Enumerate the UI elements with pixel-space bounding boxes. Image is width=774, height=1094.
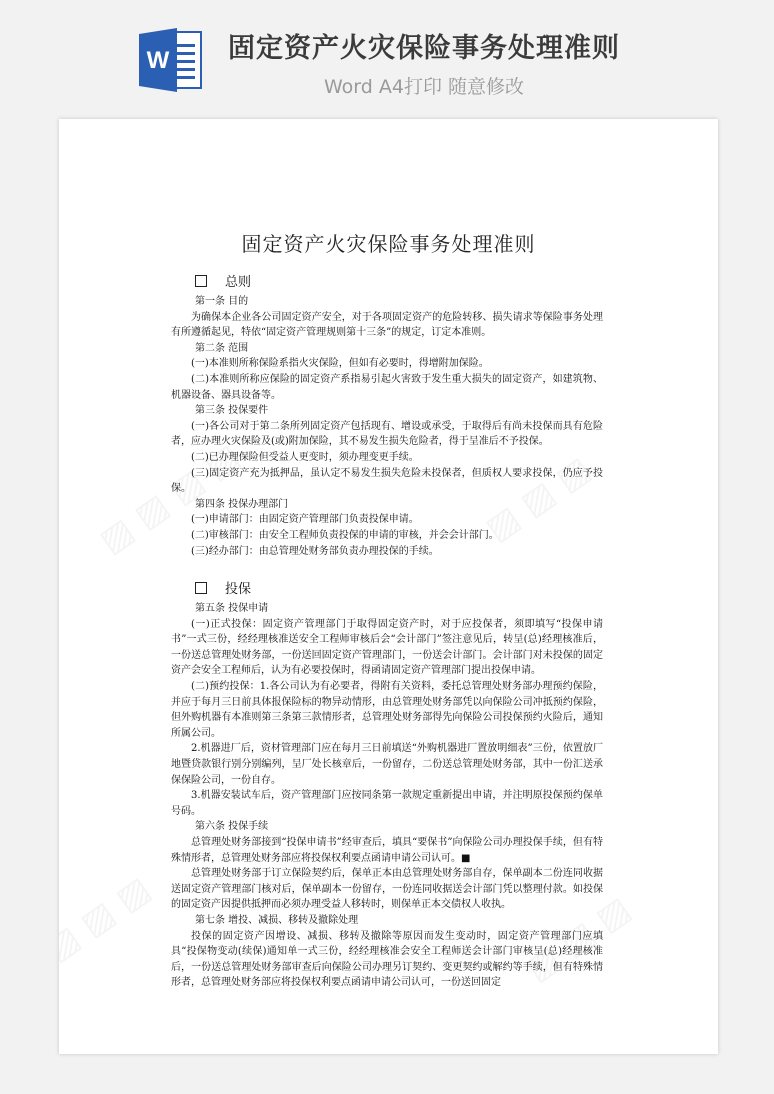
- paragraph: 为确保本企业各公司固定资产安全，对于各项固定资产的危险转移、损失请求等保险事务处理有所遵循起见，特依“固定资产管理规则第十三条”的规定，订定本准则。: [171, 311, 603, 339]
- paragraph: 2.机器进厂后，资材管理部门应在每月三日前填送“外购机器进厂置放明细表”三份，依置放厂地暨贷款银行别分别编列，呈厂处长核章后，一份留存，二份送总管理处财务部，其中一份汇送承保保险公司，一份自存。: [171, 743, 603, 786]
- paragraph: (二)审核部门：由安全工程师负责投保的申请的审核，并会会计部门。: [191, 529, 499, 541]
- word-app-icon: [135, 24, 207, 96]
- article-heading: 第六条 投保手续: [195, 821, 269, 833]
- article-heading: 第一条 目的: [195, 296, 249, 307]
- paragraph: (二)已办理保险但受益人更变时，须办理变更手续。: [191, 451, 419, 463]
- banner-header: [0, 0, 774, 110]
- document-page: [59, 119, 718, 1054]
- banner-title: 固定资产火灾保险事务处理准则: [228, 33, 620, 64]
- paragraph: 3.机器安装试车后，资产管理部门应按同条第一款规定重新提出申请，并注明原投保预约保单号码。: [171, 790, 603, 817]
- section-heading-text: 投保: [225, 582, 252, 598]
- article-heading: 第三条 投保要件: [195, 405, 269, 417]
- watermark: [59, 869, 158, 969]
- document-title: 固定资产火灾保险事务处理准则: [241, 232, 536, 256]
- checkbox-square-icon: [195, 275, 207, 287]
- document-body: [171, 274, 603, 991]
- article-heading: 第四条 投保办理部门: [195, 498, 289, 510]
- banner-subtitle: Word A4打印 随意修改: [324, 76, 525, 98]
- paragraph: (一)本准则所称保险系指火灾保险，但如有必要时，得增附加保险。: [191, 358, 489, 370]
- paragraph: 总管理处财务部于订立保险契约后，保单正本由总管理处财务部自存，保单副本二份连同收据送固定资产管理部门核对后，保单副本一份留存，一份连同收据送会计部门凭以整理付款。如投保的固定资产因提供抵押而必须办理受益人移转时，则保单正本交债权人收执。: [171, 868, 603, 911]
- section-heading-text: 总则: [225, 275, 252, 290]
- paragraph: (三)固定资产充为抵押品，虽认定不易发生损失危险未投保者，但质权人要求投保，仍应予投保。: [171, 467, 603, 495]
- paragraph: (三)经办部门：由总管理处财务部负责办理投保的手续。: [191, 545, 439, 557]
- paragraph: (二)本准则所称应保险的固定资产系指易引起火害致于发生重大损失的固定资产，如建筑物、机器设备、器具设备等。: [171, 373, 603, 401]
- paragraph: (一)正式投保：固定资产管理部门于取得固定资产时，对于应投保者，须即填写“投保申请书”一式三份，经经理核准送安全工程师审核后会“会计部门”签注意见后，转呈(总)经理核准后，一份送总管理处财务部，一份送回固定资产管理部门，一份送会计部门。会计部门对未投保的固定资产会安全工程师后，认为有必要投保时，得函请固定资产管理部门提出投保申请。: [171, 618, 603, 677]
- paragraph: (一)各公司对于第二条所列固定资产包括现有、增设或承受，于取得后有尚未投保而具有危险者，应办理火灾保险及(或)附加保险，其不易发生损失危险者，得于呈准后不予投保。: [171, 420, 603, 448]
- article-heading: 第五条 投保申请: [195, 603, 269, 615]
- paragraph: (一)申请部门：由固定资产管理部门负责投保申请。: [191, 514, 419, 526]
- section-gap: [171, 559, 603, 581]
- checkbox-square-icon: [195, 582, 207, 594]
- section-heading: [171, 581, 603, 599]
- article-heading: 第七条 增投、减损、移转及撤除处理: [195, 914, 359, 926]
- section-heading: [171, 274, 603, 292]
- word-logo-letter: W: [146, 47, 170, 74]
- paragraph: 投保的固定资产因增设、减损、移转及撤除等原因而发生变动时，固定资产管理部门应填具“投保物变动(续保)通知单一式三份，经经理核准会安全工程师送会计部门审核呈(总)经理核准后，一份送总管理处财务部审查后向保险公司办理另订契约、变更契约或解约等手续，但有特殊情形者，总管理处财务部应将投保权利要点函请申请公司认可，一份送回固定: [171, 930, 603, 989]
- article-heading: 第二条 范围: [195, 342, 249, 354]
- paragraph: 总管理处财务部接到“投保申请书”经审查后，填具“要保书”向保险公司办理投保手续，但有特殊情形者，总管理处财务部应将投保权利要点函请申请公司认可。■: [171, 837, 603, 864]
- paragraph: (二)预约投保：1.各公司认为有必要者，得附有关资料，委托总管理处财务部办理预约保险，并应于每月三日前具体报保险标的物异动情形，由总管理处财务部凭以向保险公司冲抵预约保险，但外购机器有本准则第三条第三款情形者，总管理处财务部得先向保险公司投保预约火险后，通知所属公司。: [171, 681, 603, 739]
